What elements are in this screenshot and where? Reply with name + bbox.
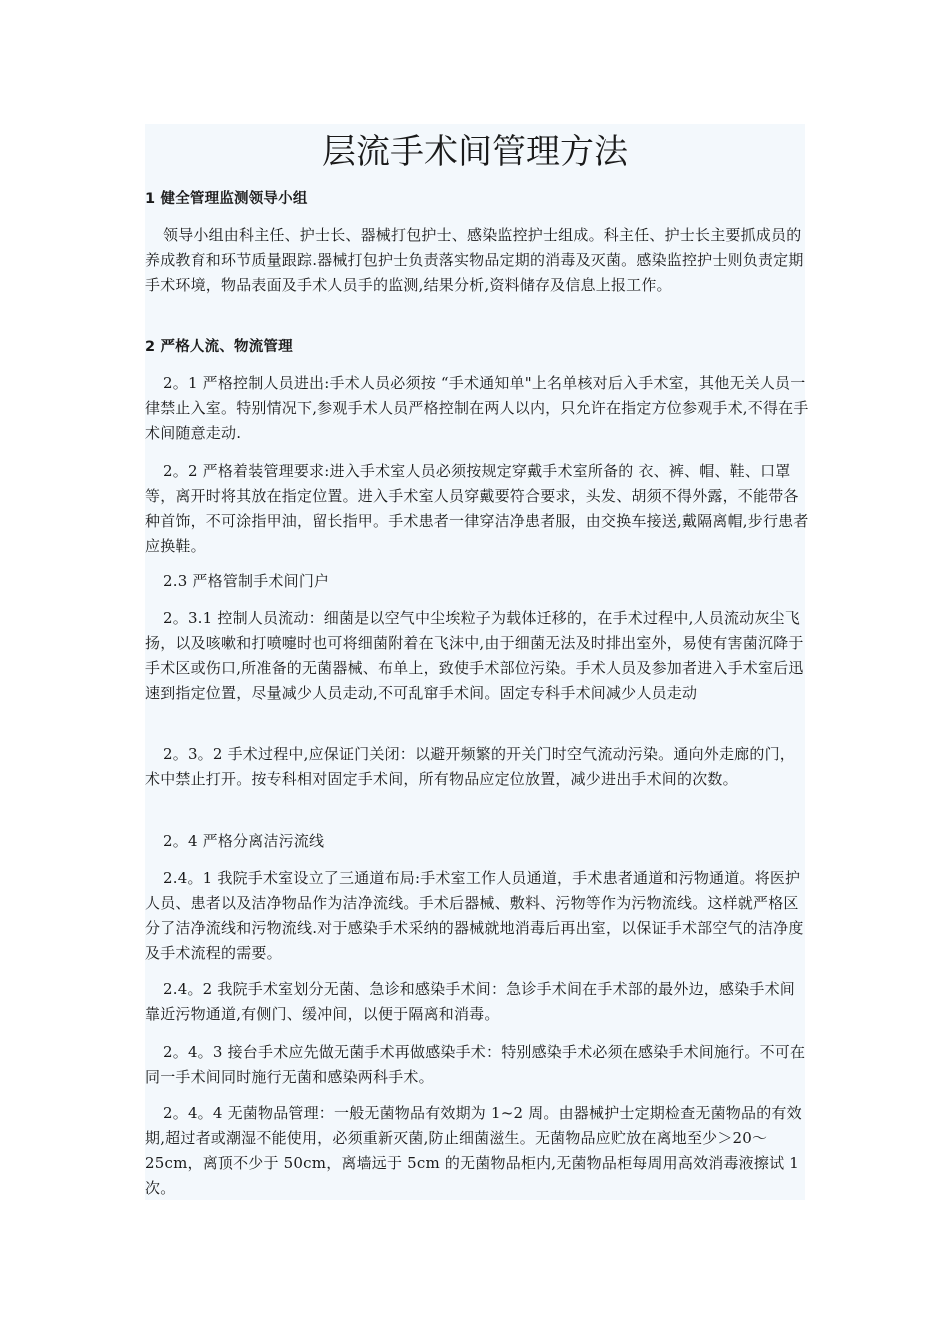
paragraph-2-4-1: 2.4。1 我院手术室设立了三通道布局:手术室工作人员通道，手术患者通道和污物通道。将医护人员、患者以及洁净物品作为洁净流线。手术后器械、敷料、污物等作为污物流线。这样就严格区分了洁净流线和污物流线.对于感染手术采纳的器械就地消毒后再出室，以保证手术部空气的洁净度及手术流程的需要。 <box>145 869 804 962</box>
paragraph-2-4-4: 2。4。4 无菌物品管理：一般无菌物品有效期为 1~2 周。由器械护士定期检查无菌物品的有效期,超过者或潮湿不能使用，必须重新灭菌,防止细菌滋生。无菌物品应贮放在离地至少＞20～25cm，离顶不少于 50cm，离墙远于 5cm 的无菌物品柜内,无菌物品柜每周用高效消毒液擦试 1 次。 <box>145 1104 802 1197</box>
paragraph-2-4-3: 2。4。3 接台手术应先做无菌手术再做感染手术：特别感染手术必须在感染手术间施行。不可在同一手术间同时施行无菌和感染两科手术。 <box>145 1043 806 1086</box>
document-title: 层流手术间管理方法 <box>322 132 628 172</box>
paragraph-1: 领导小组由科主任、护士长、器械打包护士、感染监控护士组成。科主任、护士长主要抓成员的养成教育和环节质量跟踪.器械打包护士负责落实物品定期的消毒及灭菌。感染监控护士则负责定期手术环境，物品表面及手术人员手的监测,结果分析,资料储存及信息上报工作。 <box>145 226 804 294</box>
paragraph-2-1: 2。1 严格控制人员进出:手术人员必须按 “手术通知单"上名单核对后入手术室，其他无关人员一律禁止入室。特别情况下,参观手术人员严格控制在两人以内，只允许在指定方位参观手术,不得在手术间随意走动. <box>145 374 809 442</box>
subheading-2-4: 2。4 严格分离洁污流线 <box>163 832 325 850</box>
section-heading-1: 1 健全管理监测领导小组 <box>145 191 308 207</box>
section-heading-2: 2 严格人流、物流管理 <box>145 339 293 355</box>
paragraph-2-2: 2。2 严格着装管理要求:进入手术室人员必须按规定穿戴手术室所备的 衣、裤、帽、鞋、口罩等，离开时将其放在指定位置。进入手术室人员穿戴要符合要求，头发、胡须不得外露，不能带各种首饰，不可涂指甲油，留长指甲。手术患者一律穿洁净患者服，由交换车接送,戴隔离帽,步行患者应换鞋。 <box>145 462 809 555</box>
paragraph-2-3-2: 2。3。2 手术过程中,应保证门关闭：以避开频繁的开关门时空气流动污染。通向外走廊的门，术中禁止打开。按专科相对固定手术间，所有物品应定位放置，减少进出手术间的次数。 <box>145 745 795 788</box>
paragraph-2-4-2: 2.4。2 我院手术室划分无菌、急诊和感染手术间：急诊手术间在手术部的最外边，感染手术间靠近污物通道,有侧门、缓冲间，以便于隔离和消毒。 <box>145 980 795 1023</box>
subheading-2-3: 2.3 严格管制手术间门户 <box>163 572 330 590</box>
paragraph-2-3-1: 2。3.1 控制人员流动：细菌是以空气中尘埃粒子为载体迁移的，在手术过程中,人员流动灰尘飞扬，以及咳嗽和打喷嚏时也可将细菌附着在飞沫中,由于细菌无法及时排出室外，易使有害菌沉降于手术区或伤口,所准备的无菌器械、布单上，致使手术部位污染。手术人员及参加者进入手术室后迅速到指定位置，尽量减少人员走动,不可乱窜手术间。固定专科手术间减少人员走动 <box>145 609 804 702</box>
